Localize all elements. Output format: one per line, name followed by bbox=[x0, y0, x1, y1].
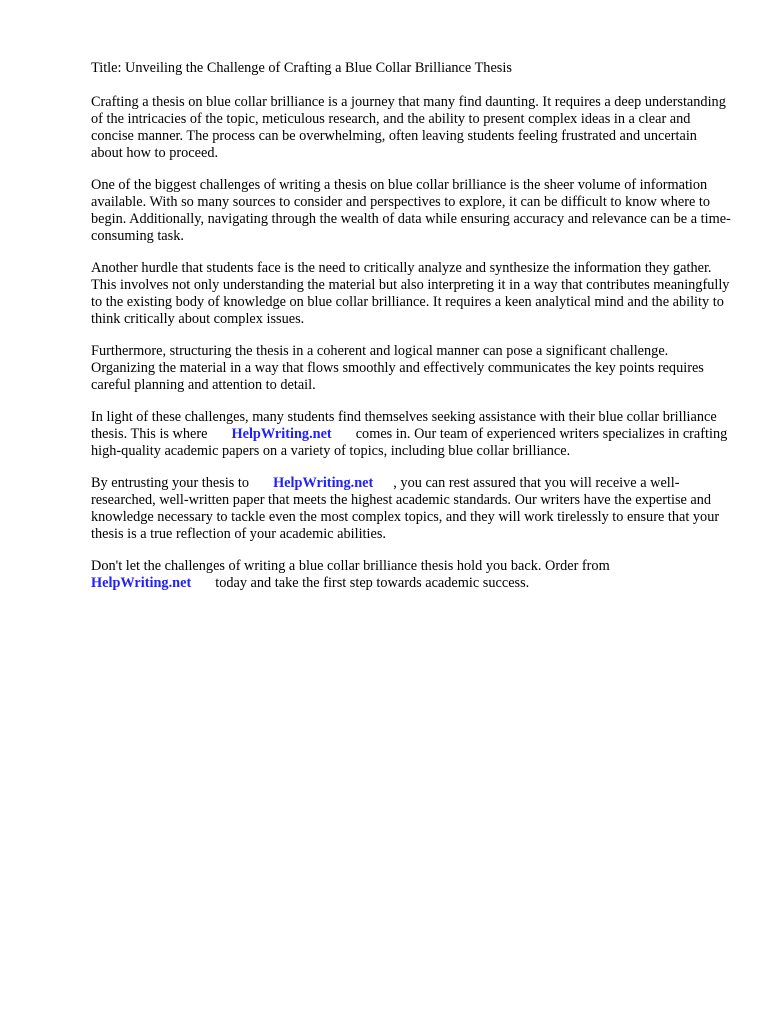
paragraph-assistance-text-before: In light of these challenges, many students find themselves seeking assistance with their blue collar brilliance thesis. This is where bbox=[91, 409, 717, 442]
paragraph-assistance-text-after: comes in. Our team of experienced writers specializes in crafting high-quality academic papers on a variety of topics, including blue collar brilliance. bbox=[91, 426, 728, 459]
paragraph-cta-text-before: Don't let the challenges of writing a blue collar brilliance thesis hold you back. Order from bbox=[91, 558, 610, 574]
paragraph-entrusting-text-before: By entrusting your thesis to bbox=[91, 475, 250, 491]
document-title: Title: Unveiling the Challenge of Crafting a Blue Collar Brilliance Thesis bbox=[91, 60, 512, 76]
paragraph-challenges: One of the biggest challenges of writing a thesis on blue collar brilliance is the sheer volume of information available. With so many sources to consider and perspectives to explore, it can be difficult to know where to begin. Additionally, navigating through the wealth of data while ensuring accuracy and relevance can be a time-consuming task. bbox=[91, 177, 731, 244]
paragraph-entrusting bbox=[91, 475, 731, 543]
helpwriting-link[interactable]: HelpWriting.net bbox=[273, 475, 374, 491]
paragraph-intro: Crafting a thesis on blue collar brilliance is a journey that many find daunting. It requires a deep understanding of the intricacies of the topic, meticulous research, and the ability to present complex ideas in a clear and concise manner. The process can be overwhelming, often leaving students feeling frustrated and uncertain about how to proceed. bbox=[91, 94, 726, 161]
helpwriting-link[interactable]: HelpWriting.net bbox=[91, 575, 192, 591]
paragraph-structure: Furthermore, structuring the thesis in a coherent and logical manner can pose a significant challenge. Organizing the material in a way that flows smoothly and effectively communicates the key points requires careful planning and attention to detail. bbox=[91, 343, 704, 393]
helpwriting-link[interactable]: HelpWriting.net bbox=[231, 426, 332, 442]
paragraph-call-to-action bbox=[91, 558, 731, 592]
paragraph-cta-text-after: today and take the first step towards academic success. bbox=[215, 575, 530, 591]
paragraph-assistance bbox=[91, 409, 731, 460]
paragraph-analysis: Another hurdle that students face is the need to critically analyze and synthesize the information they gather. This involves not only understanding the material but also interpreting it in a way that contributes meaningfully to the existing body of knowledge on blue collar brilliance. It requires a keen analytical mind and the ability to think critically about complex issues. bbox=[91, 260, 730, 327]
paragraph-entrusting-text-after: , you can rest assured that you will receive a well-researched, well-written paper that meets the highest academic standards. Our writers have the expertise and knowledge necessary to tackle even the most complex topics, and they will work tirelessly to ensure that your thesis is a true reflection of your academic abilities. bbox=[91, 475, 720, 542]
document-page bbox=[91, 60, 731, 607]
